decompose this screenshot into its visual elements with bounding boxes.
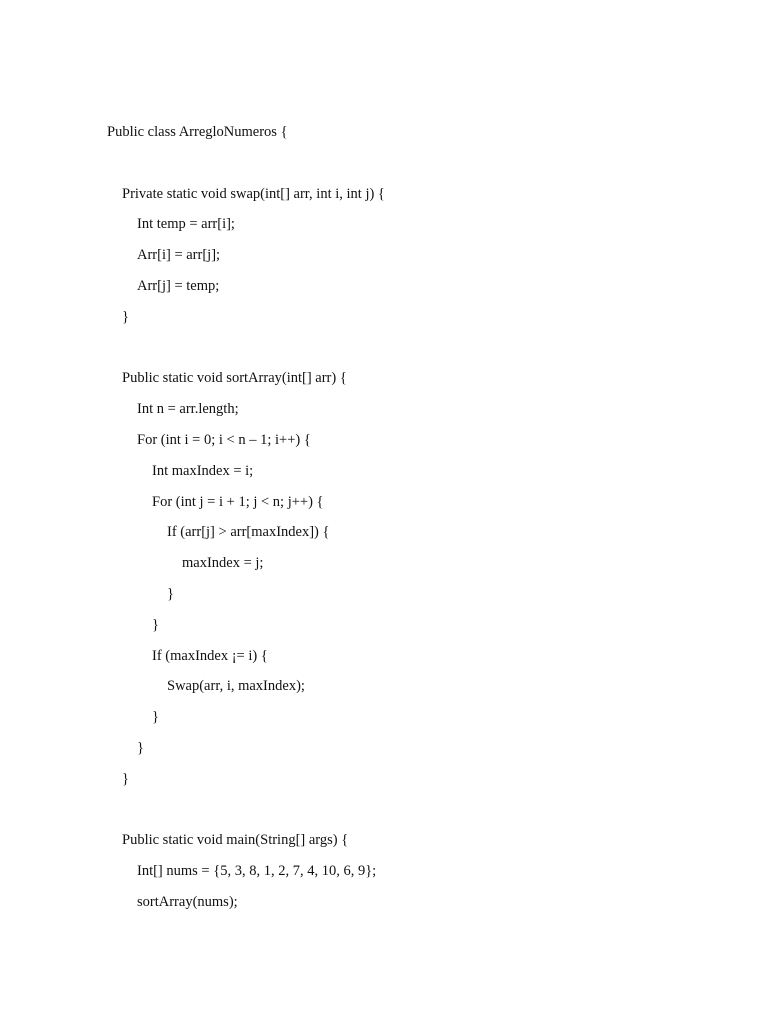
code-block bbox=[107, 120, 385, 921]
code-line-inner-for: For (int j = i + 1; j < n; j++) { bbox=[152, 493, 324, 510]
code-line-maxindex-update: maxIndex = j; bbox=[182, 555, 264, 572]
code-line-swap-call: Swap(arr, i, maxIndex); bbox=[167, 678, 305, 695]
code-line-arr-i-assign: Arr[i] = arr[j]; bbox=[137, 247, 221, 264]
code-line-length-assign: Int n = arr.length; bbox=[137, 401, 239, 418]
blank-line bbox=[107, 151, 385, 182]
code-line-close-brace: } bbox=[152, 616, 159, 633]
code-line-close-brace: } bbox=[122, 770, 129, 787]
code-line-close-brace: } bbox=[167, 585, 174, 602]
code-line-nums-array: Int[] nums = {5, 3, 8, 1, 2, 7, 4, 10, 6, 9}; bbox=[137, 863, 377, 880]
code-line-swap-signature: Private static void swap(int[] arr, int i, int j) { bbox=[122, 185, 385, 202]
blank-line bbox=[107, 336, 385, 367]
code-line-close-brace: } bbox=[152, 709, 159, 726]
code-line-if-compare: If (arr[j] > arr[maxIndex]) { bbox=[167, 524, 330, 541]
blank-line bbox=[107, 798, 385, 829]
code-line-maxindex-init: Int maxIndex = i; bbox=[152, 462, 254, 479]
code-line-if-not-equal: If (maxIndex ¡= i) { bbox=[152, 647, 268, 664]
code-line-close-brace: } bbox=[122, 308, 129, 325]
code-line-close-brace: } bbox=[137, 739, 144, 756]
code-line-class-declaration: Public class ArregloNumeros { bbox=[107, 124, 288, 140]
code-line-arr-j-assign: Arr[j] = temp; bbox=[137, 277, 220, 294]
code-line-sortarray-signature: Public static void sortArray(int[] arr) { bbox=[122, 370, 347, 387]
code-line-main-signature: Public static void main(String[] args) { bbox=[122, 832, 349, 849]
code-line-outer-for: For (int i = 0; i < n – 1; i++) { bbox=[137, 431, 311, 448]
code-line-temp-assign: Int temp = arr[i]; bbox=[137, 216, 235, 233]
code-line-sortarray-call: sortArray(nums); bbox=[137, 893, 238, 910]
